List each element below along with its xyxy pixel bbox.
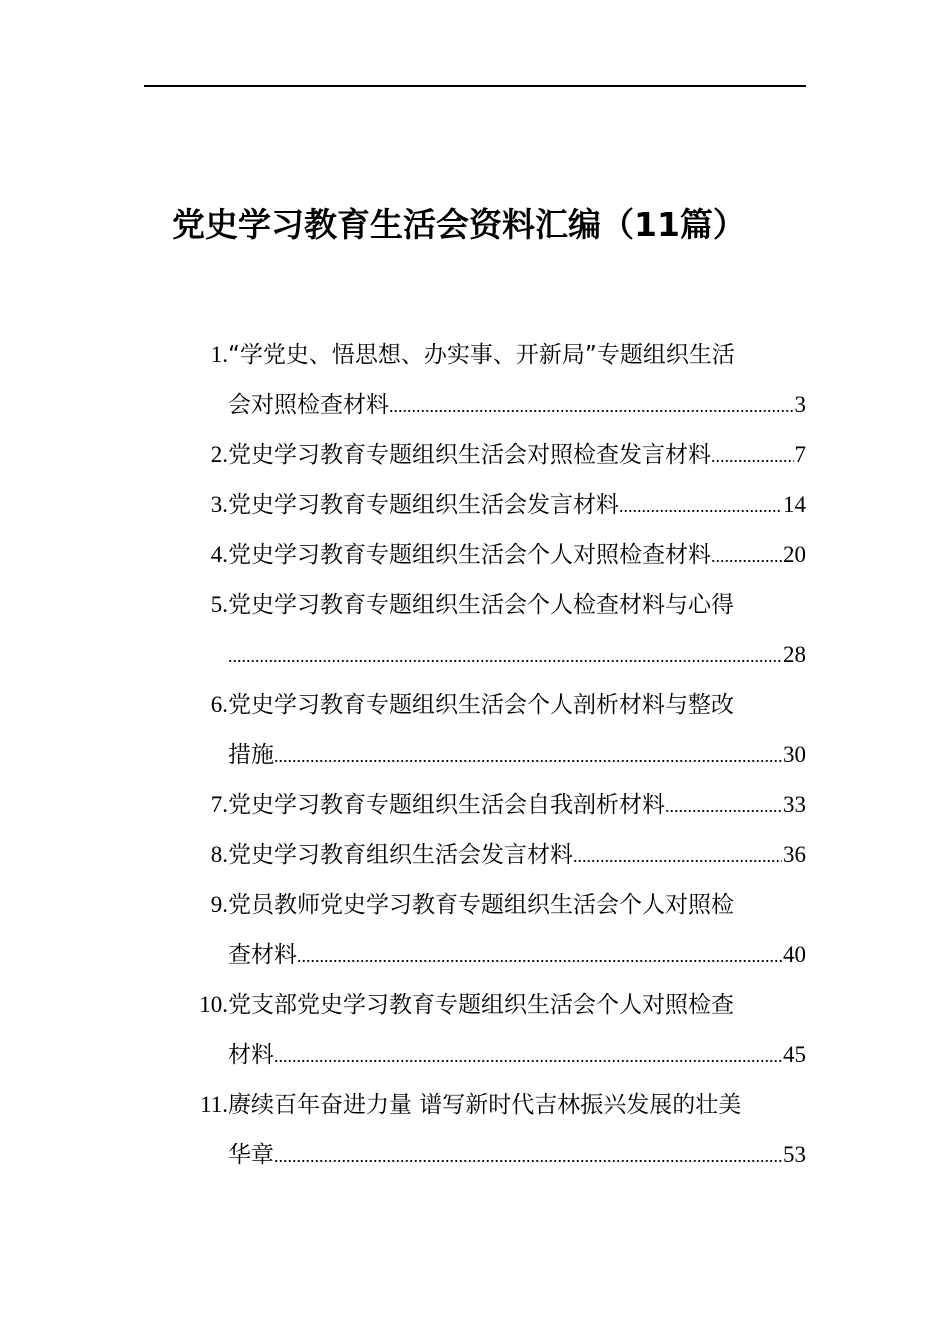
toc-dot-leader	[711, 531, 782, 580]
toc-dot-leader	[274, 731, 782, 780]
toc-entry-number: 3.	[210, 492, 228, 517]
toc-entry-title: 党史学习教育专题组织生活会个人检查材料与心得	[228, 592, 734, 618]
toc-entry-6[interactable]	[150, 680, 806, 780]
toc-page-number: 36	[783, 842, 806, 867]
toc-entry-title-continued: 材料	[228, 1042, 274, 1068]
toc-page-number: 33	[783, 792, 806, 817]
toc-entry-2[interactable]	[150, 430, 806, 480]
toc-entry-number: 8.	[210, 842, 228, 867]
toc-entry-9[interactable]	[150, 880, 806, 980]
toc-entry-number: 2.	[210, 442, 228, 467]
toc-dot-leader	[665, 781, 782, 830]
toc-entry-11[interactable]	[150, 1080, 806, 1180]
toc-entry-title: 赓续百年奋进力量 谱写新时代吉林振兴发展的壮美	[228, 1092, 742, 1118]
toc-entry-5[interactable]	[150, 580, 806, 680]
toc-dot-leader	[573, 831, 782, 880]
toc-page-number: 28	[783, 642, 806, 667]
table-of-contents	[150, 330, 806, 1180]
toc-entry-title: 党史学习教育专题组织生活会自我剖析材料	[228, 792, 665, 818]
toc-entry-1[interactable]	[150, 330, 806, 430]
toc-entry-number: 5.	[210, 592, 228, 617]
toc-page-number: 14	[783, 492, 806, 517]
document-title: 党史学习教育生活会资料汇编（11篇）	[172, 205, 746, 244]
toc-entry-number: 1.	[210, 342, 228, 367]
toc-entry-title-continued: 查材料	[228, 942, 297, 968]
toc-entry-number: 10.	[199, 992, 228, 1017]
toc-entry-3[interactable]	[150, 480, 806, 530]
toc-entry-number: 4.	[210, 542, 228, 567]
toc-entry-number: 11.	[200, 1092, 228, 1117]
toc-dot-leader	[711, 431, 794, 480]
toc-dot-leader	[297, 931, 782, 980]
toc-entry-8[interactable]	[150, 830, 806, 880]
toc-entry-title: 党支部党史学习教育专题组织生活会个人对照检查	[228, 992, 734, 1018]
toc-entry-7[interactable]	[150, 780, 806, 830]
toc-entry-title: 党史学习教育组织生活会发言材料	[228, 842, 573, 868]
toc-dot-leader	[619, 481, 782, 530]
toc-dot-leader	[274, 1131, 782, 1180]
toc-entry-title: 党史学习教育专题组织生活会对照检查发言材料	[228, 442, 711, 468]
toc-entry-10[interactable]	[150, 980, 806, 1080]
toc-entry-title-continued: 会对照检查材料	[228, 392, 389, 418]
header-rule	[144, 85, 806, 87]
toc-dot-leader	[274, 1031, 782, 1080]
toc-page-number: 45	[783, 1042, 806, 1067]
toc-page-number: 3	[794, 392, 806, 417]
toc-entry-title: “学党史、悟思想、办实事、开新局”专题组织生活	[228, 342, 735, 368]
toc-entry-number: 7.	[210, 792, 228, 817]
toc-entry-title: 党员教师党史学习教育专题组织生活会个人对照检	[228, 892, 734, 918]
toc-entry-number: 6.	[210, 692, 228, 717]
toc-page-number: 7	[794, 442, 806, 467]
toc-page-number: 53	[783, 1142, 806, 1167]
toc-dot-leader	[228, 631, 782, 680]
toc-entry-title: 党史学习教育专题组织生活会发言材料	[228, 492, 619, 518]
toc-entry-title-continued: 华章	[228, 1142, 274, 1168]
toc-dot-leader	[389, 381, 794, 430]
toc-page-number: 30	[783, 742, 806, 767]
toc-entry-4[interactable]	[150, 530, 806, 580]
toc-page-number: 40	[783, 942, 806, 967]
toc-page-number: 20	[783, 542, 806, 567]
toc-entry-number: 9.	[210, 892, 228, 917]
toc-entry-title-continued: 措施	[228, 742, 274, 768]
toc-entry-title: 党史学习教育专题组织生活会个人对照检查材料	[228, 542, 711, 568]
toc-entry-title: 党史学习教育专题组织生活会个人剖析材料与整改	[228, 692, 734, 718]
